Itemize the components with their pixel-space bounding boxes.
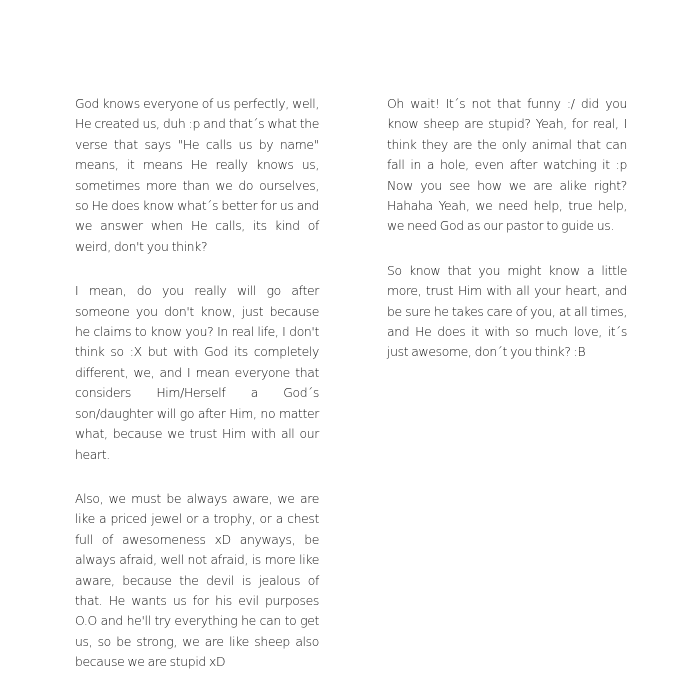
right-paragraph-1: Oh wait! It´s not that funny :/ did you know sheep are stupid? Yeah, for real, I think they are the only animal that can fall in a hole, even after watching it :p Now you see how we are alike right? Hahaha Yeah, we need help, true help, we need God as our pastor to guide us. bbox=[387, 96, 627, 234]
right-paragraph-2: So know that you might know a little more, trust Him with all your heart, and be sure he takes care of you, at all times, and He does it with so much love, it´s just awesome, don´t you think? :B bbox=[387, 262, 627, 360]
left-paragraph-3: Also, we must be always aware, we are like a priced jewel or a trophy, or a chest full of awesomeness xD anyways, be always afraid, well not afraid, is more like aware, because the devil is jealous of that. He wants us for his evil purposes O.O and he'll try everything he can to get us, so be strong, we are like sheep also because we are stupid xD bbox=[75, 490, 319, 670]
left-paragraph-1: God knows everyone of us perfectly, well, He created us, duh :p and that´s what the verse that says "He calls us by name" means, it means He really knows us, sometimes more than we do ourselves, so He does know what´s better for us and we answer when He calls, its kind of weird, don't you think? bbox=[75, 96, 319, 254]
left-text-column bbox=[75, 94, 319, 697]
right-text-column bbox=[387, 94, 627, 387]
left-paragraph-2: I mean, do you really will go after someone you don't know, just because he claims to know you? In real life, I don't think so :X but with God its completely different, we, and I mean everyone that considers Him/Herself a God´s son/daughter will go after Him, no matter what, because we trust Him with all our heart. bbox=[75, 283, 319, 462]
